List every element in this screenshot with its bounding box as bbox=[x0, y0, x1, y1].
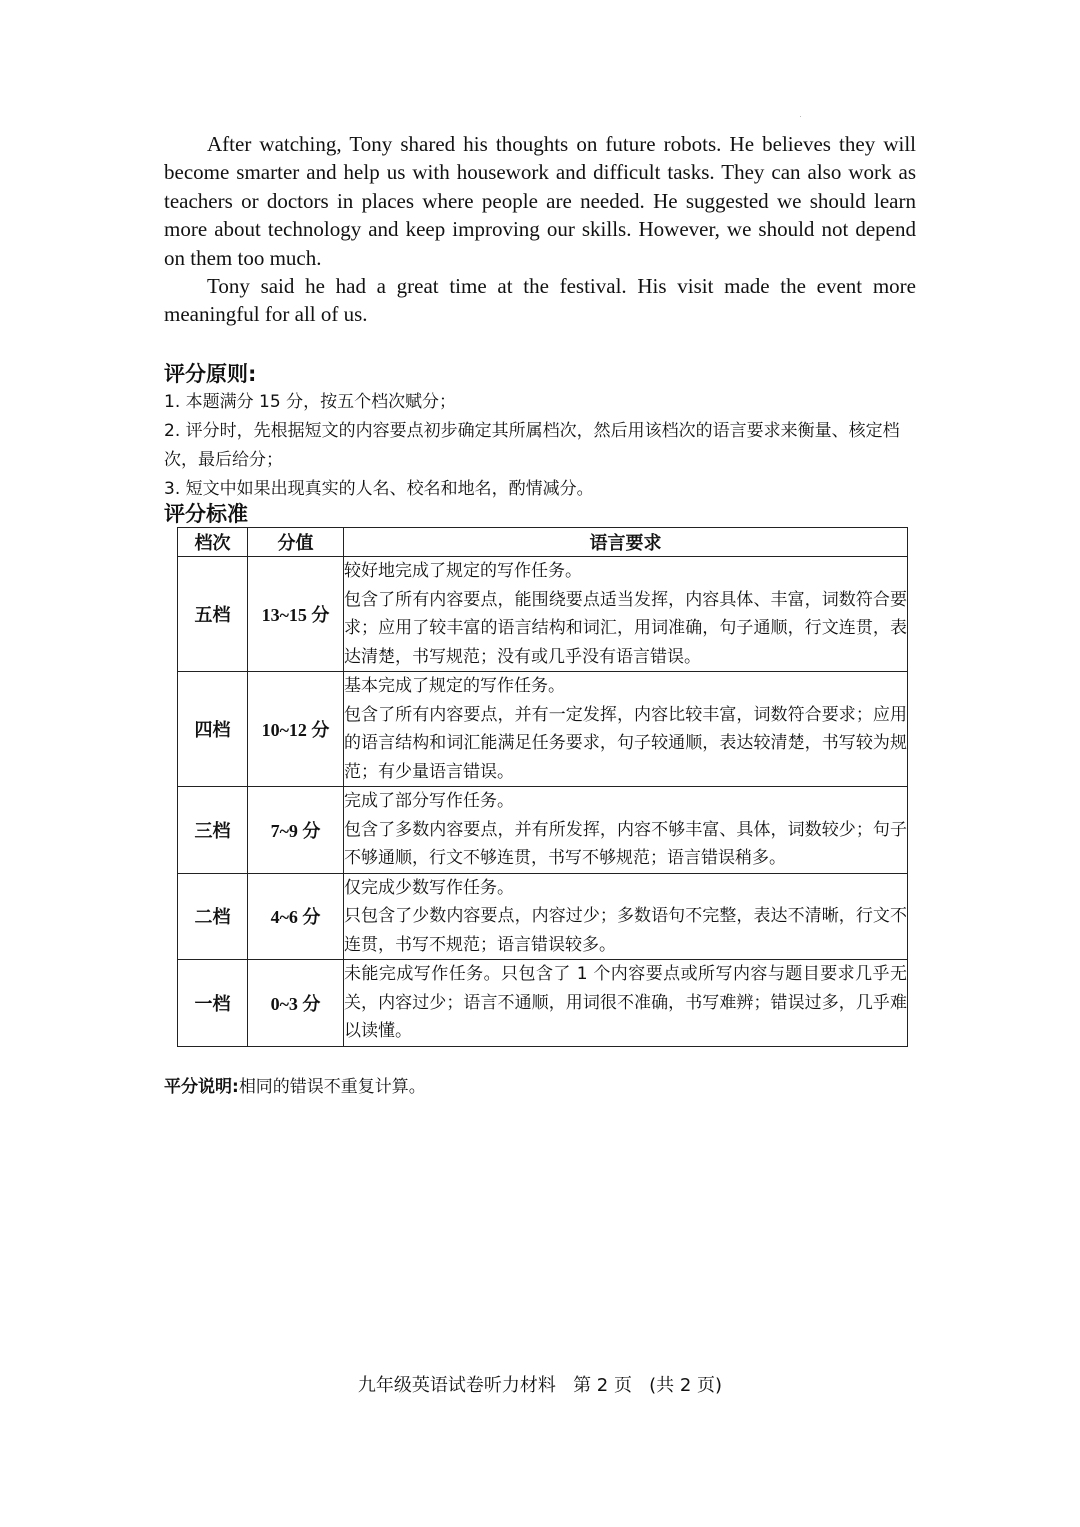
requirement-detail: 只包含了少数内容要点，内容过少；多数语句不完整，表达不清晰，行文不连贯，书写不规范；语言错误较多。 bbox=[344, 906, 907, 955]
row-score: 10~12 分 bbox=[248, 672, 344, 787]
requirement-summary: 完成了部分写作任务。 bbox=[344, 791, 514, 811]
requirement-summary: 较好地完成了规定的写作任务。 bbox=[344, 561, 582, 581]
row-level: 二档 bbox=[178, 873, 248, 960]
note-label: 平分说明: bbox=[164, 1077, 239, 1097]
requirement-detail: 包含了多数内容要点，并有所发挥，内容不够丰富、具体，词数较少；句子不够通顺，行文不够连贯，书写不够规范；语言错误稍多。 bbox=[344, 819, 907, 868]
principle-item-2: 2. 评分时，先根据短文的内容要点初步确定其所属档次，然后用该档次的语言要求来衡量、核定档次，最后给分； bbox=[164, 421, 900, 470]
row-score: 7~9 分 bbox=[248, 787, 344, 874]
requirement-detail: 包含了所有内容要点，并有一定发挥，内容比较丰富，词数符合要求；应用的语言结构和词汇能满足任务要求，句子较通顺，表达较清楚，书写较为规范；有少量语言错误。 bbox=[344, 704, 907, 782]
header-score: 分值 bbox=[248, 528, 344, 557]
scoring-standard-title: 评分标准 bbox=[164, 502, 248, 526]
principle-item-1: 1. 本题满分 15 分，按五个档次赋分； bbox=[164, 392, 457, 412]
row-requirement bbox=[344, 672, 908, 787]
requirement-summary: 仅完成少数写作任务。 bbox=[344, 877, 514, 898]
principle-item-3: 3. 短文中如果出现真实的人名、校名和地名，酌情减分。 bbox=[164, 479, 594, 499]
row-requirement bbox=[344, 557, 908, 672]
header-requirement: 语言要求 bbox=[344, 528, 908, 557]
requirement-detail: 包含了所有内容要点，能围绕要点适当发挥，内容具体、丰富，词数符合要求；应用了较丰富的语言结构和词汇，用词准确，句子通顺，行文连贯，表达清楚，书写规范；没有或几乎没有语言错误。 bbox=[344, 589, 907, 667]
row-level: 三档 bbox=[178, 787, 248, 874]
scoring-principles-title: 评分原则: bbox=[164, 362, 257, 386]
table-header-row bbox=[178, 528, 908, 557]
scoring-standard-table bbox=[177, 527, 908, 1047]
table-row bbox=[178, 873, 908, 960]
requirement-summary: 基本完成了规定的写作任务。 bbox=[344, 676, 565, 696]
row-score: 4~6 分 bbox=[248, 873, 344, 960]
requirement-summary: 未能完成写作任务。只包含了 1 个内容要点或所写内容与题目要求几乎无关，内容过少；语言不通顺，用词很不准确，书写难辨；错误过多，几乎难以读懂。 bbox=[344, 964, 907, 1041]
row-score: 13~15 分 bbox=[248, 557, 344, 672]
scoring-principles-list bbox=[164, 388, 924, 504]
header-level: 档次 bbox=[178, 528, 248, 557]
table-row bbox=[178, 960, 908, 1047]
row-level: 一档 bbox=[178, 960, 248, 1047]
row-requirement bbox=[344, 873, 908, 960]
table-row bbox=[178, 787, 908, 874]
table-row bbox=[178, 557, 908, 672]
row-requirement bbox=[344, 960, 908, 1047]
row-score: 0~3 分 bbox=[248, 960, 344, 1047]
scan-speck bbox=[800, 116, 801, 117]
passage-paragraph-1: After watching, Tony shared his thoughts on future robots. He believes they will become smarter and help us with housework and difficult tasks. They can also work as teachers or doctors in places where people are needed. He suggested we should learn more about technology and keep improving our skills. However, we should not depend on them too much. bbox=[164, 132, 916, 270]
scoring-note bbox=[164, 1072, 426, 1097]
note-text: 相同的错误不重复计算。 bbox=[238, 1077, 426, 1097]
page-footer: 九年级英语试卷听力材料 第 2 页 (共 2 页) bbox=[357, 1375, 723, 1396]
row-level: 四档 bbox=[178, 672, 248, 787]
listening-passage bbox=[164, 130, 916, 329]
row-level: 五档 bbox=[178, 557, 248, 672]
row-requirement bbox=[344, 787, 908, 874]
table-row bbox=[178, 672, 908, 787]
passage-paragraph-2: Tony said he had a great time at the festival. His visit made the event more meaningful for all of us. bbox=[164, 274, 916, 327]
